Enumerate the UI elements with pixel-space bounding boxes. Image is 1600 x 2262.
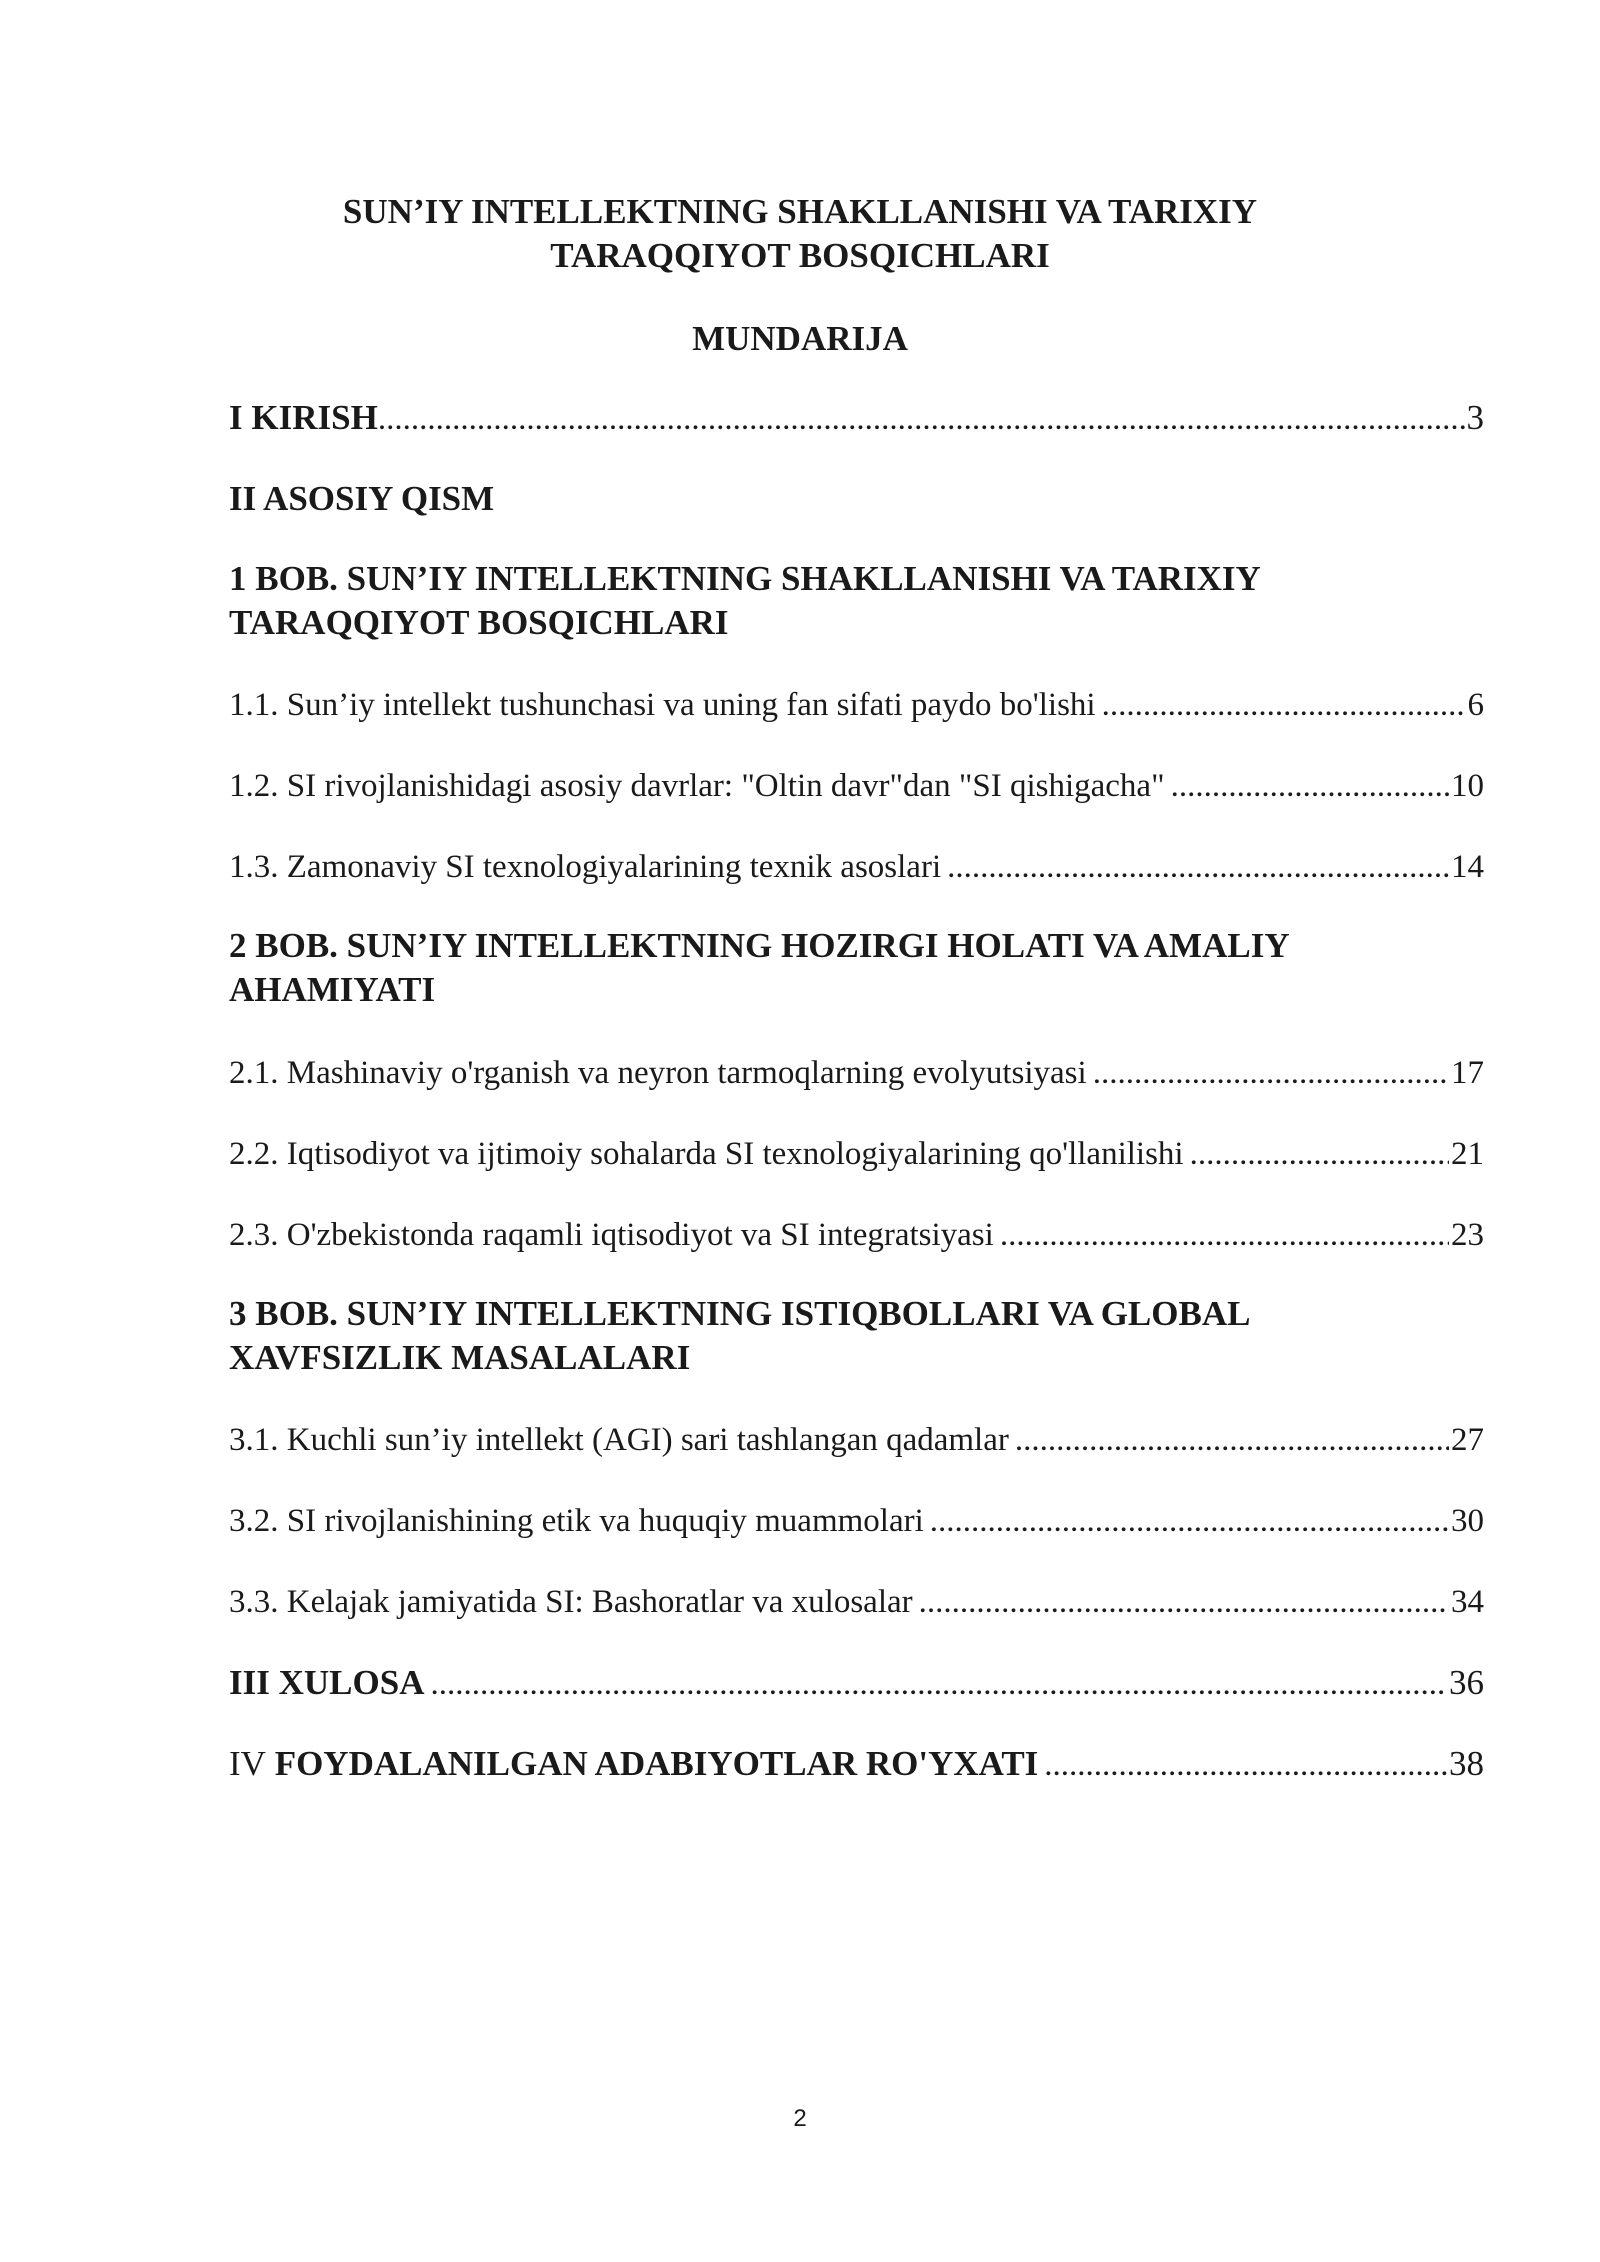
toc-entry-page: 30 xyxy=(1451,1503,1484,1539)
toc-entry-title: FOYDALANILGAN ADABIYOTLAR RO'YXATI xyxy=(274,1744,1039,1783)
toc-leader-dots xyxy=(930,1499,1449,1543)
toc-entry-conclusion[interactable] xyxy=(229,1661,1484,1706)
toc-entry-intro[interactable] xyxy=(229,396,1484,441)
toc-entry-2-3[interactable] xyxy=(229,1213,1484,1257)
toc-entry-label: 1.2. SI rivojlanishidagi asosiy davrlar: "Oltin davr"dan "SI qishigacha" xyxy=(229,768,1165,804)
toc-chapter-3 xyxy=(229,1292,1484,1380)
toc-chapter-title-line-2: XAVFSIZLIK MASALALARI xyxy=(229,1338,691,1377)
toc-main-part: II ASOSIY QISM xyxy=(229,479,495,518)
toc-entry-page: 27 xyxy=(1451,1422,1484,1458)
toc-entry-label: III XULOSA xyxy=(229,1663,425,1702)
toc-entry-page: 23 xyxy=(1451,1217,1484,1253)
toc-leader-dots xyxy=(1190,1132,1449,1176)
toc-entry-label: I KIRISH xyxy=(229,398,378,437)
toc-entry-1-1[interactable] xyxy=(229,683,1484,727)
toc-entry-label xyxy=(229,1742,1038,1786)
toc-entry-label: 3.3. Kelajak jamiyatida SI: Bashoratlar va xulosalar xyxy=(229,1584,913,1620)
toc-leader-dots xyxy=(1000,1213,1449,1257)
toc-entry-page: 34 xyxy=(1451,1584,1484,1620)
toc-entry-label: 3.2. SI rivojlanishining etik va huquqiy muammolari xyxy=(229,1503,924,1539)
toc-chapter-title-line-1: 3 BOB. SUN’IY INTELLEKTNING ISTIQBOLLARI VA GLOBAL xyxy=(229,1294,1251,1333)
toc-entry-label: 1.3. Zamonaviy SI texnologiyalarining texnik asoslari xyxy=(229,849,942,885)
document-title xyxy=(0,190,1600,278)
toc-entry-page: 14 xyxy=(1451,849,1484,885)
toc-entry-label: 2.1. Mashinaviy o'rganish va neyron tarmoqlarning evolyutsiyasi xyxy=(229,1055,1087,1091)
toc-entry-label: 2.3. O'zbekistonda raqamli iqtisodiyot va SI integratsiyasi xyxy=(229,1217,994,1253)
document-title-line-1: SUN’IY INTELLEKTNING SHAKLLANISHI VA TARIXIY xyxy=(342,192,1258,231)
toc-leader-dots xyxy=(1093,1051,1449,1095)
toc-chapter-title-line-1: 2 BOB. SUN’IY INTELLEKTNING HOZIRGI HOLATI VA AMALIY xyxy=(229,926,1290,965)
toc-leader-dots xyxy=(919,1580,1449,1624)
toc-leader-dots xyxy=(378,397,1465,441)
toc-entry-page: 21 xyxy=(1451,1136,1484,1172)
toc-leader-dots xyxy=(1171,764,1449,808)
toc-heading: MUNDARIJA xyxy=(692,319,908,358)
toc-entry-label: 2.2. Iqtisodiyot va ijtimoiy sohalarda SI texnologiyalarining qo'llanilishi xyxy=(229,1136,1184,1172)
toc-leader-dots xyxy=(947,845,1449,889)
toc-entry-page: 6 xyxy=(1467,687,1484,723)
toc-entry-prefix: IV xyxy=(229,1744,266,1783)
toc-entry-label: 1.1. Sun’iy intellekt tushunchasi va uning fan sifati paydo bo'lishi xyxy=(229,687,1096,723)
toc-chapter-title-line-1: 1 BOB. SUN’IY INTELLEKTNING SHAKLLANISHI VA TARIXIY xyxy=(229,559,1261,598)
toc-entry-page: 36 xyxy=(1449,1663,1484,1702)
toc-entry-page: 38 xyxy=(1449,1744,1484,1783)
toc-entry-page: 3 xyxy=(1466,398,1484,437)
toc-leader-dots xyxy=(430,1662,1447,1706)
toc-entry-references[interactable] xyxy=(229,1742,1484,1787)
toc-entry-1-3[interactable] xyxy=(229,845,1484,889)
toc-leader-dots xyxy=(1015,1418,1449,1462)
toc-entry-page: 10 xyxy=(1451,768,1484,804)
toc-leader-dots xyxy=(1044,1743,1447,1787)
page-number: 2 xyxy=(793,2105,807,2132)
toc-chapter-2 xyxy=(229,924,1484,1012)
toc-entry-3-2[interactable] xyxy=(229,1499,1484,1543)
toc-leader-dots xyxy=(1102,683,1466,727)
toc-entry-2-2[interactable] xyxy=(229,1132,1484,1176)
toc-entry-1-2[interactable] xyxy=(229,764,1484,808)
toc-entry-3-1[interactable] xyxy=(229,1418,1484,1462)
toc-entry-2-1[interactable] xyxy=(229,1051,1484,1095)
toc-chapter-title-line-2: TARAQQIYOT BOSQICHLARI xyxy=(229,603,729,642)
toc-chapter-title-line-2: AHAMIYATI xyxy=(229,970,436,1009)
toc-entry-3-3[interactable] xyxy=(229,1580,1484,1624)
document-title-line-2: TARAQQIYOT BOSQICHLARI xyxy=(550,236,1050,275)
toc-entry-label: 3.1. Kuchli sun’iy intellekt (AGI) sari tashlangan qadamlar xyxy=(229,1422,1009,1458)
toc-entry-page: 17 xyxy=(1451,1055,1484,1091)
toc-chapter-1 xyxy=(229,557,1484,645)
